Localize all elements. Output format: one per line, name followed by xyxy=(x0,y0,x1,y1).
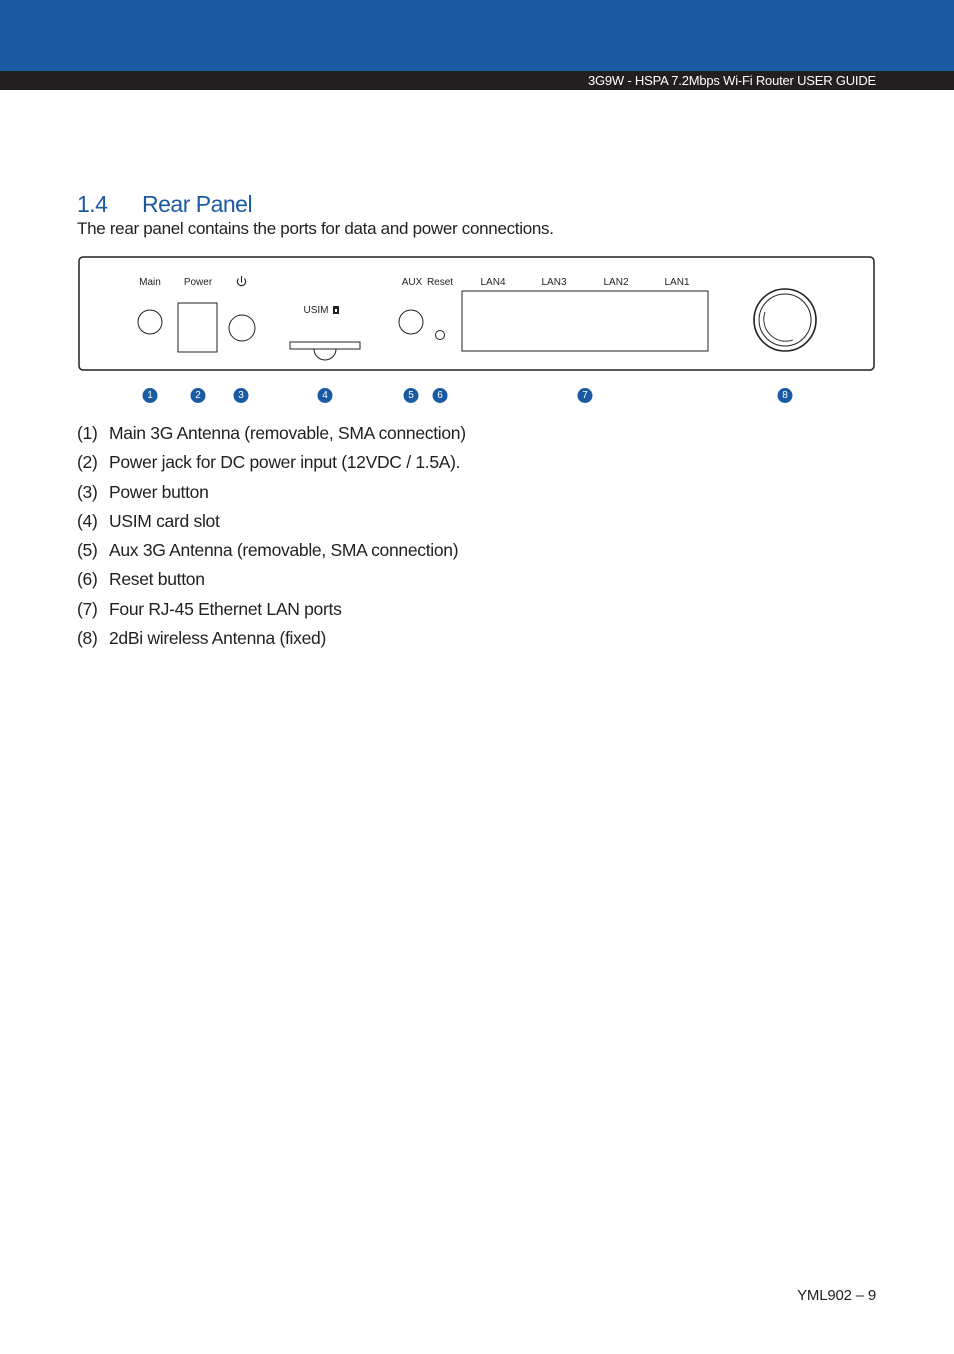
callout-5: 5 xyxy=(404,388,419,403)
label-power: Power xyxy=(183,277,213,288)
list-item: (8) 2dBi wireless Antenna (fixed) xyxy=(77,628,326,649)
callout-1: 1 xyxy=(143,388,158,403)
label-reset: Reset xyxy=(426,277,454,288)
label-aux: AUX xyxy=(401,277,423,288)
callout-6: 6 xyxy=(433,388,448,403)
power-symbol-icon xyxy=(237,276,245,286)
list-item: (2) Power jack for DC power input (12VDC / 1.5A). xyxy=(77,452,461,473)
power-button xyxy=(229,315,255,341)
main-antenna-connector xyxy=(138,310,162,334)
list-item: (3) Power button xyxy=(77,481,209,502)
header-bar xyxy=(0,71,954,90)
page-footer: YML902 – 9 xyxy=(797,1287,876,1304)
section-heading xyxy=(77,190,252,218)
top-color-band xyxy=(0,0,954,71)
reset-button xyxy=(436,331,445,340)
list-item: (5) Aux 3G Antenna (removable, SMA connection) xyxy=(77,540,459,561)
callout-4: 4 xyxy=(318,388,333,403)
list-item: (6) Reset button xyxy=(77,569,205,590)
section-number: 1.4 xyxy=(77,191,108,217)
section-intro: The rear panel contains the ports for data and power connections. xyxy=(77,219,554,238)
label-lan4: LAN4 xyxy=(480,277,506,288)
label-main: Main xyxy=(139,277,161,288)
header-title: 3G9W - HSPA 7.2Mbps Wi-Fi Router USER GUIDE xyxy=(587,73,876,88)
aux-antenna-connector xyxy=(399,310,423,334)
wireless-antenna-base xyxy=(754,289,816,351)
label-lan1: LAN1 xyxy=(664,277,690,288)
callout-row xyxy=(0,386,954,406)
label-lan2: LAN2 xyxy=(603,277,629,288)
power-jack xyxy=(178,303,217,352)
sim-card-icon xyxy=(333,306,339,314)
section-title: Rear Panel xyxy=(142,191,253,217)
list-item: (1) Main 3G Antenna (removable, SMA connection) xyxy=(77,423,466,443)
callout-3: 3 xyxy=(234,388,249,403)
rear-panel-diagram xyxy=(78,256,875,371)
label-usim: USIM xyxy=(303,305,329,316)
list-item: (4) USIM card slot xyxy=(77,510,220,531)
port-legend xyxy=(77,419,466,653)
lan-ports-block xyxy=(462,291,708,351)
callout-7: 7 xyxy=(578,388,593,403)
usim-card-slot xyxy=(290,342,360,360)
list-item: (7) Four RJ-45 Ethernet LAN ports xyxy=(77,598,342,619)
callout-2: 2 xyxy=(191,388,206,403)
label-lan3: LAN3 xyxy=(541,277,567,288)
callout-8: 8 xyxy=(778,388,793,403)
